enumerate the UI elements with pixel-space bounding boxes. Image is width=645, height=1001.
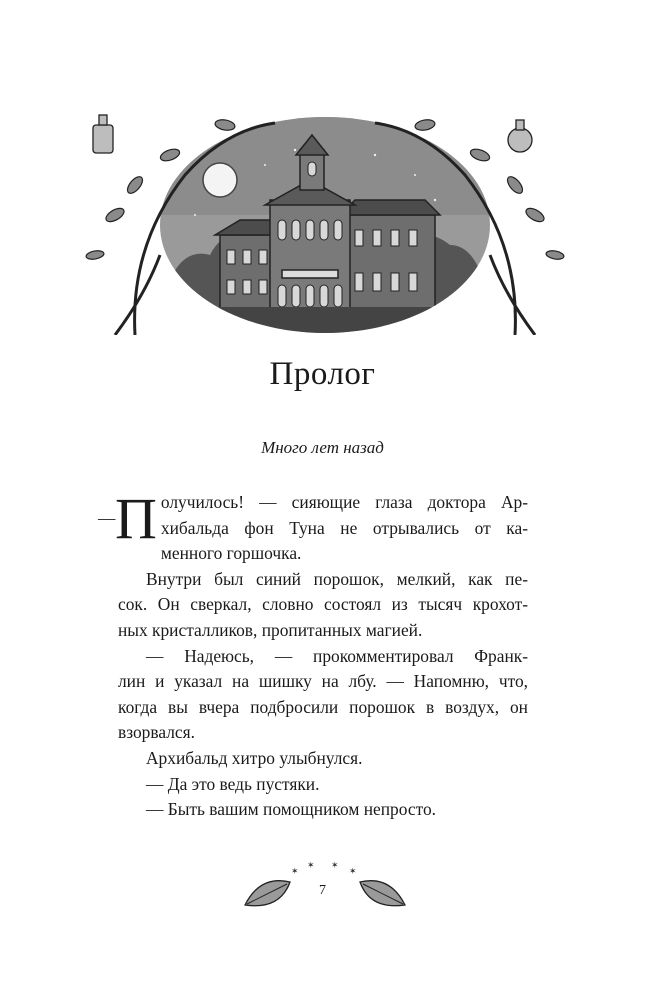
text-line: сок. Он сверкал, словно состоял из тысяч крохот- bbox=[118, 594, 528, 615]
text-line: Архибальд хитро улыбнулся. bbox=[146, 747, 363, 768]
mansion-night-scene-icon bbox=[75, 95, 575, 335]
text-line: взорвался. bbox=[118, 722, 195, 743]
text-line: менного горшочка. bbox=[160, 543, 302, 564]
text-line: лин и указал на шишку на лбу. — Напомню, что, bbox=[118, 671, 528, 692]
text-line: хибальда фон Туна не отрывались от ка- bbox=[160, 517, 528, 538]
text-line: — Да это ведь пустяки. bbox=[146, 773, 320, 794]
chapter-title: Пролог bbox=[269, 356, 376, 392]
text-line: олучилось! — сияющие глаза доктора Ар- bbox=[160, 492, 528, 512]
text-line: когда вы вчера подбросили порошок в воздух, он bbox=[118, 696, 528, 717]
text-line: ных кристалликов, пропитанных магией. bbox=[118, 619, 423, 640]
text-line: — Быть вашим помощником непросто. bbox=[146, 799, 436, 820]
body-text bbox=[98, 486, 528, 823]
text-line: Внутри был синий порошок, мелкий, как пе- bbox=[146, 568, 528, 589]
dialogue-dash: — bbox=[98, 508, 116, 528]
drop-cap: П bbox=[115, 486, 157, 551]
svg-text:✶: ✶ bbox=[331, 861, 339, 871]
svg-text:✶: ✶ bbox=[307, 861, 315, 871]
text-line: — Надеюсь, — прокомментировал Франк- bbox=[146, 645, 528, 666]
svg-text:✶: ✶ bbox=[349, 867, 357, 877]
page-number: 7 bbox=[319, 883, 326, 898]
svg-text:✶: ✶ bbox=[291, 867, 299, 877]
chapter-subtitle: Много лет назад bbox=[261, 438, 384, 457]
